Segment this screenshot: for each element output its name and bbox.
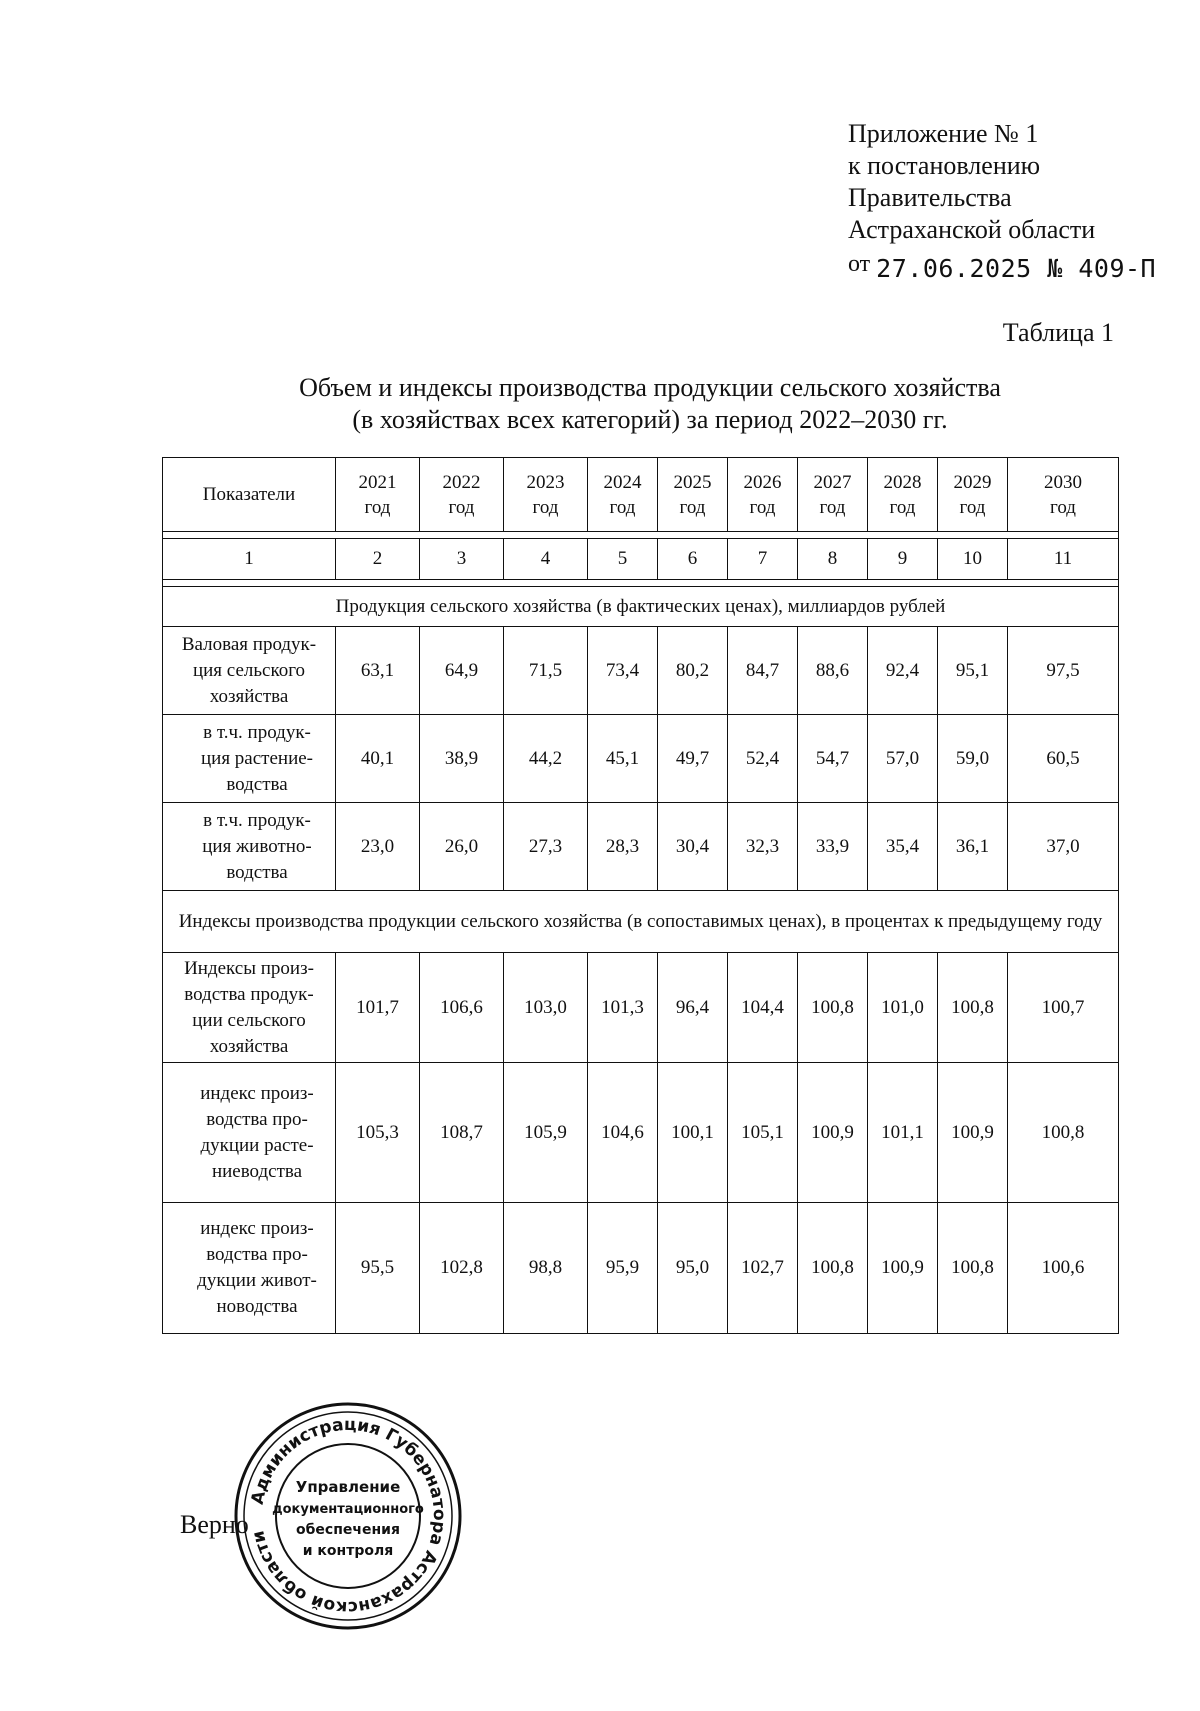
year-value: 2028 xyxy=(883,471,922,493)
year-header xyxy=(938,458,1008,532)
year-unit: год xyxy=(679,496,706,518)
year-unit: год xyxy=(448,496,475,518)
column-number: 2 xyxy=(336,539,420,580)
value-cell: 101,3 xyxy=(588,953,658,1063)
row-gap-cell xyxy=(163,580,1118,587)
indicator-label-line: водства xyxy=(226,773,288,795)
indicator-label-line: хозяйства xyxy=(209,685,289,707)
from-prefix: от xyxy=(848,251,871,277)
value-cell: 100,7 xyxy=(1008,953,1118,1063)
value-cell: 63,1 xyxy=(336,627,420,715)
value-cell: 97,5 xyxy=(1008,627,1118,715)
value-cell: 105,9 xyxy=(504,1063,588,1203)
section-header-row xyxy=(163,587,1118,627)
stamp-inner-line: документационного xyxy=(272,1502,424,1517)
value-cell: 57,0 xyxy=(868,715,938,803)
table-row xyxy=(163,715,1118,803)
value-cell: 108,7 xyxy=(420,1063,504,1203)
year-value: 2023 xyxy=(526,471,565,493)
value-cell: 38,9 xyxy=(420,715,504,803)
value-cell: 64,9 xyxy=(420,627,504,715)
indicator-label-line: ции сельского xyxy=(192,1009,306,1031)
appendix-line: Астраханской области xyxy=(848,215,1096,244)
year-value: 2029 xyxy=(953,471,992,493)
value-cell: 101,0 xyxy=(868,953,938,1063)
section-header-row xyxy=(163,891,1118,953)
value-cell: 35,4 xyxy=(868,803,938,891)
value-cell: 32,3 xyxy=(728,803,798,891)
year-unit: год xyxy=(1050,496,1076,518)
indicator-label-line: в т.ч. продук- xyxy=(203,721,311,743)
year-header xyxy=(504,458,588,532)
appendix-line: Правительства xyxy=(848,183,1012,212)
value-cell: 80,2 xyxy=(658,627,728,715)
indicator-label xyxy=(163,803,336,891)
value-cell: 88,6 xyxy=(798,627,868,715)
value-cell: 105,1 xyxy=(728,1063,798,1203)
value-cell: 100,6 xyxy=(1041,1257,1085,1278)
indicator-label-line: дукции живот- xyxy=(197,1270,317,1291)
indicator-label-line: новодства xyxy=(216,1296,298,1317)
value-cell: 60,5 xyxy=(1008,715,1118,803)
value-cell: 52,4 xyxy=(728,715,798,803)
column-number: 10 xyxy=(938,539,1008,580)
indicator-label-line: водства продук- xyxy=(184,983,314,1005)
indicator-label xyxy=(163,953,336,1063)
column-number: 8 xyxy=(798,539,868,580)
value-cell: 96,4 xyxy=(658,953,728,1063)
column-number: 9 xyxy=(868,539,938,580)
indicator-label-line: в т.ч. продук- xyxy=(203,809,311,831)
year-value: 2021 xyxy=(358,471,397,493)
production-table xyxy=(162,457,1119,1334)
value-cell: 33,9 xyxy=(798,803,868,891)
indicator-label-line: водства xyxy=(226,861,288,883)
value-cell: 106,6 xyxy=(420,953,504,1063)
year-unit: год xyxy=(959,496,986,518)
indicator-label xyxy=(163,1203,336,1333)
column-number: 4 xyxy=(504,539,588,580)
stamp-inner-line: Управление xyxy=(295,1478,401,1496)
table-row xyxy=(163,1063,1118,1203)
value-cell: 30,4 xyxy=(658,803,728,891)
year-value: 2030 xyxy=(1044,471,1082,493)
resolution-reference xyxy=(848,248,1156,285)
value-cell: 92,4 xyxy=(868,627,938,715)
row-gap-cell xyxy=(163,532,1118,539)
value-cell: 59,0 xyxy=(938,715,1008,803)
year-value: 2025 xyxy=(673,471,712,493)
table-row xyxy=(163,803,1118,891)
column-number: 1 xyxy=(163,539,336,580)
indicator-label xyxy=(163,715,336,803)
column-number: 11 xyxy=(1008,539,1118,580)
table-row xyxy=(163,1203,1118,1333)
row-gap xyxy=(163,580,1118,587)
indicator-label-line: индекс произ- xyxy=(200,1218,314,1239)
indicator-label-line: дукции расте- xyxy=(200,1134,314,1156)
value-cell: 54,7 xyxy=(798,715,868,803)
value-cell: 27,3 xyxy=(504,803,588,891)
year-header xyxy=(420,458,504,532)
table-label: Таблица 1 xyxy=(1002,318,1114,347)
value-cell: 95,1 xyxy=(938,627,1008,715)
table-row xyxy=(163,953,1118,1063)
value-cell: 49,7 xyxy=(658,715,728,803)
year-value: 2026 xyxy=(743,471,782,493)
value-cell: 98,8 xyxy=(504,1203,588,1333)
year-header xyxy=(336,458,420,532)
value-cell: 95,5 xyxy=(336,1203,420,1333)
value-cell: 73,4 xyxy=(588,627,658,715)
indicator-label-line: водства про- xyxy=(206,1108,308,1130)
official-stamp xyxy=(232,1400,464,1632)
indicator-label-line: ция сельского xyxy=(192,659,306,681)
year-unit: год xyxy=(749,496,776,518)
appendix-block xyxy=(848,118,1156,285)
column-number: 3 xyxy=(420,539,504,580)
value-cell: 26,0 xyxy=(420,803,504,891)
year-header xyxy=(798,458,868,532)
indicator-label-line: хозяйства xyxy=(209,1035,289,1057)
value-cell: 23,0 xyxy=(336,803,420,891)
value-cell: 100,8 xyxy=(1008,1063,1118,1203)
value-cell: 100,8 xyxy=(938,1203,1008,1333)
year-unit: год xyxy=(889,496,916,518)
year-header xyxy=(728,458,798,532)
year-value: 2024 xyxy=(603,471,642,493)
value-cell: 28,3 xyxy=(588,803,658,891)
verno-label: Верно xyxy=(180,1510,249,1539)
resolution-number: 27.06.2025 № 409-П xyxy=(876,254,1157,283)
year-unit: год xyxy=(532,496,559,518)
indicator-label xyxy=(163,627,336,715)
indicator-label-line: водства про- xyxy=(206,1244,308,1265)
indicator-label-line: Индексы произ- xyxy=(184,957,314,979)
indicator-label-line: индекс произ- xyxy=(200,1082,314,1104)
value-cell: 45,1 xyxy=(588,715,658,803)
appendix-line: Приложение № 1 xyxy=(848,119,1039,148)
value-cell: 37,0 xyxy=(1008,803,1118,891)
value-cell: 105,3 xyxy=(336,1063,420,1203)
section-title: Продукция сельского хозяйства (в фактических ценах), миллиардов рублей xyxy=(163,587,1118,627)
value-cell: 100,9 xyxy=(938,1063,1008,1203)
value-cell: 104,4 xyxy=(728,953,798,1063)
value-cell: 100,8 xyxy=(798,1203,868,1333)
value-cell: 71,5 xyxy=(504,627,588,715)
year-unit: год xyxy=(364,496,391,518)
year-value: 2027 xyxy=(813,471,852,493)
value-cell: 44,2 xyxy=(504,715,588,803)
value-cell: 95,9 xyxy=(588,1203,658,1333)
column-number: 7 xyxy=(728,539,798,580)
title-line: (в хозяйствах всех категорий) за период 2022–2030 гг. xyxy=(352,405,948,434)
year-header xyxy=(658,458,728,532)
document-title xyxy=(150,372,1150,436)
value-cell: 101,7 xyxy=(336,953,420,1063)
header-row xyxy=(163,458,1118,532)
year-unit: год xyxy=(819,496,846,518)
year-unit: год xyxy=(609,496,636,518)
value-cell: 104,6 xyxy=(588,1063,658,1203)
section-title: Индексы производства продукции сельского хозяйства (в сопоставимых ценах), в процентах к предыдущему году xyxy=(163,891,1118,953)
value-cell: 84,7 xyxy=(728,627,798,715)
value-cell: 100,9 xyxy=(798,1063,868,1203)
value-cell: 103,0 xyxy=(504,953,588,1063)
indicator-header: Показатели xyxy=(163,458,336,532)
value-cell: 36,1 xyxy=(938,803,1008,891)
stamp-outer-text-path: Администрация Губернатора Астраханской области xyxy=(247,1414,450,1618)
value-cell: 101,1 xyxy=(868,1063,938,1203)
value-cell: 100,1 xyxy=(658,1063,728,1203)
indicator-label-line: ция животно- xyxy=(202,835,312,857)
year-value: 2022 xyxy=(442,471,481,493)
indicator-label-line: ция растение- xyxy=(200,747,314,769)
stamp-inner-line: обеспечения xyxy=(296,1522,400,1538)
column-number: 5 xyxy=(588,539,658,580)
value-cell: 100,9 xyxy=(868,1203,938,1333)
year-header xyxy=(588,458,658,532)
appendix-line: к постановлению xyxy=(848,151,1041,180)
indicator-label-line: ниеводства xyxy=(211,1160,303,1182)
value-cell: 102,7 xyxy=(728,1203,798,1333)
value-cell: 40,1 xyxy=(336,715,420,803)
column-number: 6 xyxy=(658,539,728,580)
table-row xyxy=(163,627,1118,715)
indicator-label-line: Валовая продук- xyxy=(181,633,317,655)
value-cell: 100,8 xyxy=(938,953,1008,1063)
title-line: Объем и индексы производства продукции сельского хозяйства xyxy=(299,373,1001,402)
stamp-inner-line: и контроля xyxy=(302,1543,394,1559)
year-header xyxy=(868,458,938,532)
value-cell: 95,0 xyxy=(658,1203,728,1333)
value-cell: 102,8 xyxy=(420,1203,504,1333)
year-header xyxy=(1008,458,1118,532)
table-body xyxy=(163,458,1118,1333)
column-number-row xyxy=(163,539,1118,580)
row-gap xyxy=(163,532,1118,539)
indicator-label xyxy=(163,1063,336,1203)
value-cell: 100,8 xyxy=(798,953,868,1063)
